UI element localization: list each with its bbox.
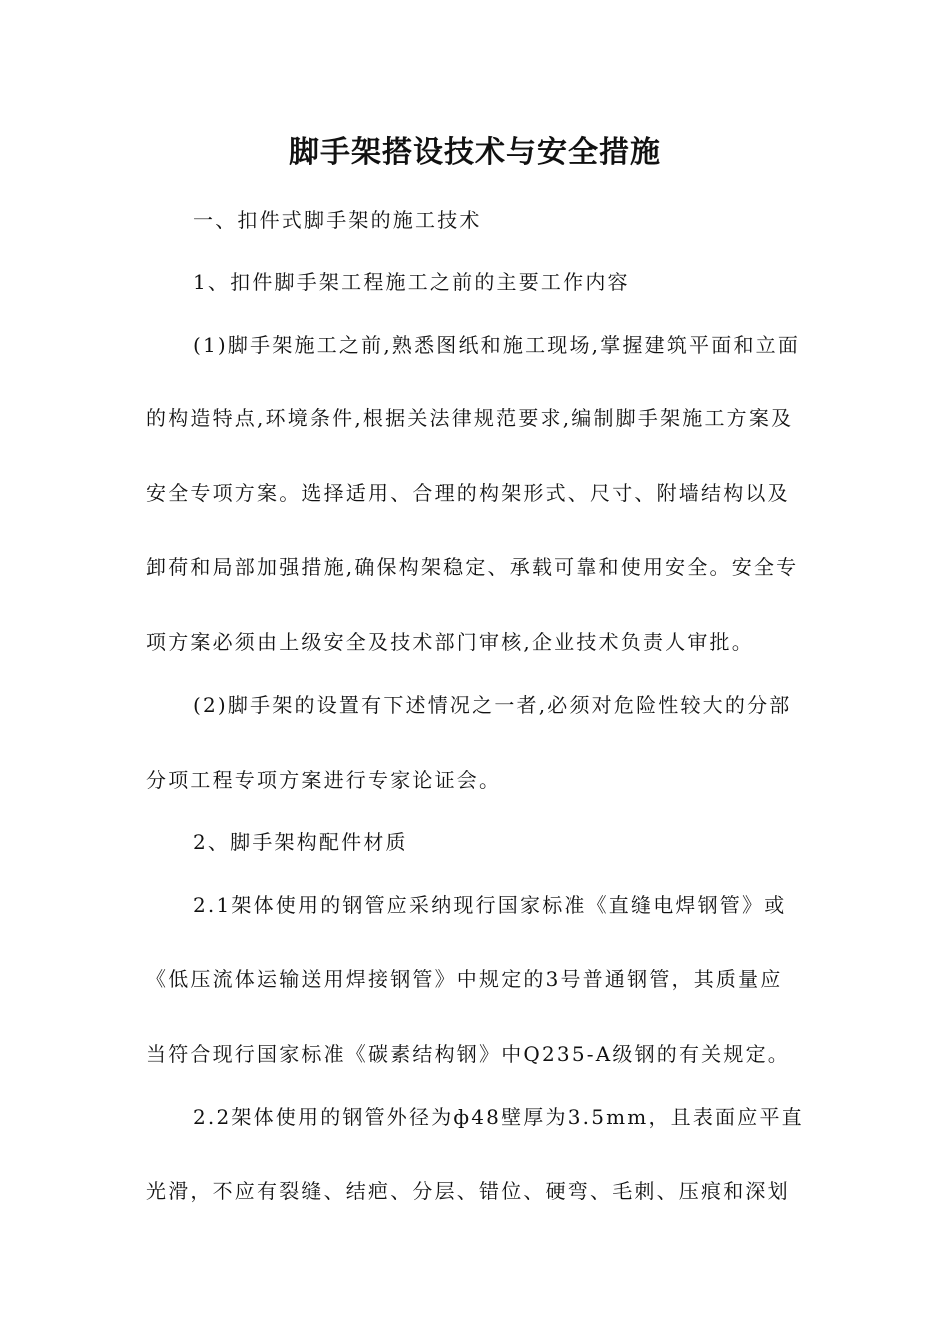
- paragraph-line: 卸荷和局部加强措施,确保构架稳定、承载可靠和使用安全。安全专: [146, 555, 799, 579]
- paragraph-line: 《低压流体运输送用焊接钢管》中规定的3号普通钢管，其质量应: [146, 967, 783, 991]
- paragraph-line: 安全专项方案。选择适用、合理的构架形式、尺寸、附墙结构以及: [146, 481, 790, 505]
- paragraph-line: 2.1架体使用的钢管应采纳现行国家标准《直缝电焊钢管》或: [193, 893, 787, 917]
- paragraph-line: (1)脚手架施工之前,熟悉图纸和施工现场,掌握建筑平面和立面: [193, 333, 801, 357]
- subsection-heading-1: 1、扣件脚手架工程施工之前的主要工作内容: [193, 270, 630, 294]
- paragraph-line: 的构造特点,环境条件,根据关法律规范要求,编制脚手架施工方案及: [146, 406, 794, 430]
- paragraph-line: 项方案必须由上级安全及技术部门审核,企业技术负责人审批。: [146, 630, 754, 654]
- paragraph-line: 2.2架体使用的钢管外径为ф48壁厚为3.5mm，且表面应平直: [193, 1105, 804, 1129]
- document-title: 脚手架搭设技术与安全措施: [289, 135, 661, 170]
- paragraph-line: 光滑，不应有裂缝、结疤、分层、错位、硬弯、毛刺、压痕和深划: [146, 1179, 790, 1203]
- paragraph-line: 分项工程专项方案进行专家论证会。: [146, 768, 502, 792]
- paragraph-line: (2)脚手架的设置有下述情况之一者,必须对危险性较大的分部: [193, 693, 792, 717]
- section-heading-1: 一、扣件式脚手架的施工技术: [193, 208, 482, 232]
- subsection-heading-2: 2、脚手架构配件材质: [193, 830, 408, 854]
- paragraph-line: 当符合现行国家标准《碳素结构钢》中Q235-A级钢的有关规定。: [146, 1042, 790, 1066]
